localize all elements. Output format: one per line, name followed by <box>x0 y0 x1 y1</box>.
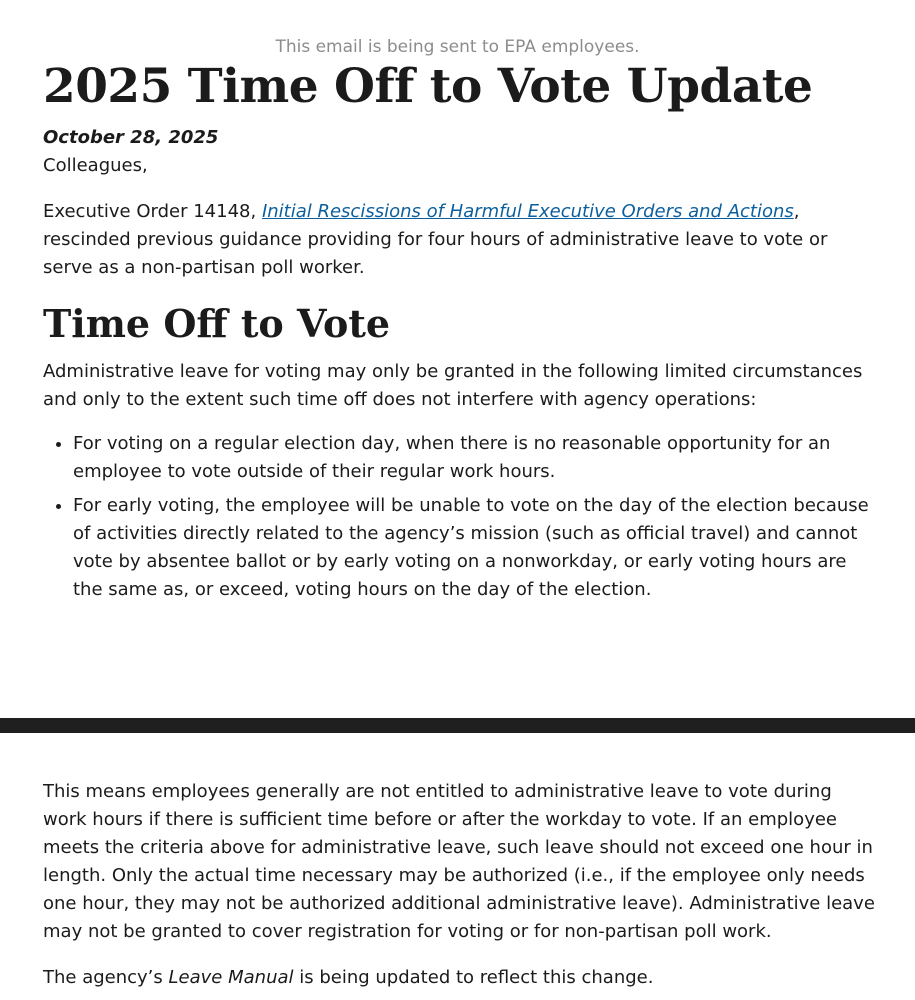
email-notice: This email is being sent to EPA employees. <box>275 37 640 57</box>
closing-prefix: The agency’s <box>43 967 169 988</box>
intro-suffix: , rescinded previous guidance providing for four hours of administrative leave to vote or serve as a non-partisan poll worker. <box>43 201 828 278</box>
list-item: • For voting on a regular election day, when there is no reasonable opportunity for an employee to vote outside of their regular work hours. <box>73 430 875 486</box>
intro-prefix: Executive Order 14148, <box>43 201 262 222</box>
section-intro: Administrative leave for voting may only be granted in the following limited circumstances and only to the extent such time off does not interfere with agency operations: <box>43 361 863 410</box>
executive-order-link[interactable]: Initial Rescissions of Harmful Executive Orders and Actions <box>261 201 794 222</box>
publish-date: October 28, 2025 <box>43 127 219 148</box>
email-body-top <box>43 58 875 610</box>
section-divider <box>0 718 915 733</box>
intro-paragraph <box>43 198 875 282</box>
leave-manual-reference: Leave Manual <box>168 967 294 988</box>
closing-paragraph <box>43 964 875 992</box>
closing-suffix: is being updated to reflect this change. <box>293 967 654 988</box>
page-title: 2025 Time Off to Vote Update <box>43 59 813 114</box>
section-title: Time Off to Vote <box>43 301 391 346</box>
greeting: Colleagues, <box>43 155 148 176</box>
explanation-paragraph: This means employees generally are not entitled to administrative leave to vote during work hours if there is sufficient time before or after the workday to vote. If an employee meets the criteria above for administrative leave, such leave should not exceed one hour in length. Only the actual time necessary may be authorized (i.e., if the employee only needs one hour, they may not be authorized additional administrative leave). Administrative leave may not be granted to cover registration for voting or for non-partisan poll work. <box>43 781 875 942</box>
criteria-list <box>43 430 875 604</box>
list-item: • For early voting, the employee will be unable to vote on the day of the election because of activities directly related to the agency’s mission (such as official travel) and cannot vote by absentee ballot or by early voting on a nonworkday, or early voting hours are the same as, or exceed, voting hours on the day of the election. <box>73 492 875 604</box>
email-body-bottom <box>43 778 875 992</box>
